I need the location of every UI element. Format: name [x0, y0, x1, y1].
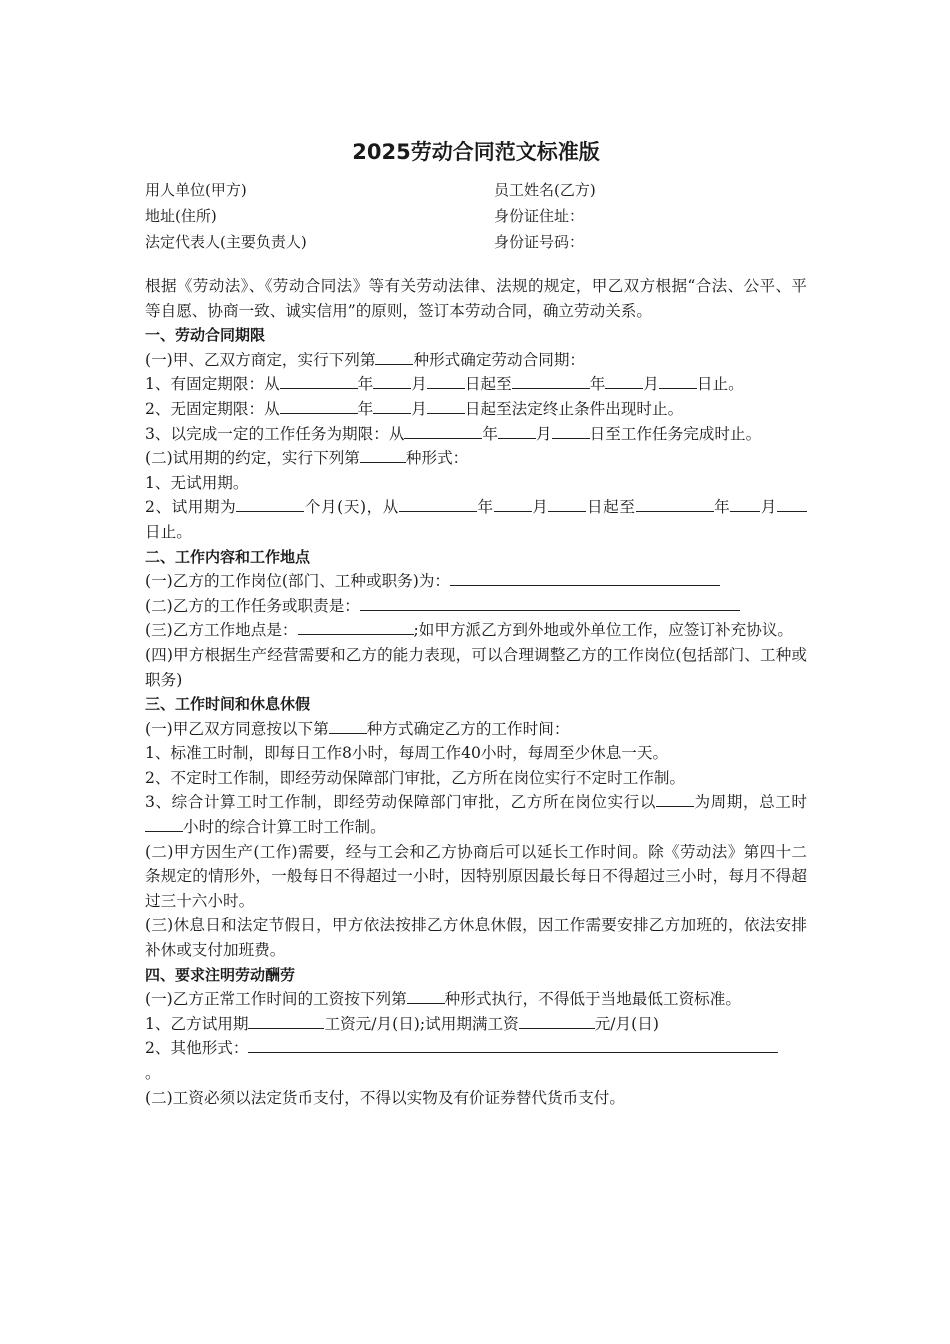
- clause: 2、试用期为 个月(天)，从 年 月 日起至 年 月日止。: [145, 495, 807, 544]
- preamble: 根据《劳动法》、《劳动合同法》等有关劳动法律、法规的规定，甲乙双方根据“合法、公平、平等自愿、协商一致、诚实信用”的原则，签订本劳动合同，确立劳动关系。: [145, 277, 807, 320]
- clause: (三)休息日和法定节假日，甲方依法按排乙方休息休假，因工作需要安排乙方加班的，依法安排补休或支付加班费。: [145, 916, 807, 960]
- section-heading: 四、要求注明劳动酬劳: [145, 965, 296, 984]
- clause: (四)甲方根据生产经营需要和乙方的能力表现，可以合理调整乙方的工作岗位(包括部门、工种或职务): [145, 645, 807, 689]
- clause: 2、无固定期限：从 年 月 日起至法定终止条件出现时止。: [145, 399, 684, 418]
- clause: 2、不定时工作制，即经劳动保障部门审批，乙方所在岗位实行不定时工作制。: [145, 768, 686, 787]
- clause: (一)乙方正常工作时间的工资按下列第 种形式执行，不得低于当地最低工资标准。: [145, 990, 741, 1009]
- clause: (二)甲方因生产(工作)需要，经与工会和乙方协商后可以延长工作时间。除《劳动法》第四十二条规定的情形外，一般每日不得超过一小时，因特别原因最长每日不得超过三小时，每月不得超过三十六小时。: [145, 842, 807, 910]
- clause: 。: [145, 1064, 161, 1082]
- id-number-label: 身份证号码：: [494, 233, 585, 251]
- party-info-row: [145, 177, 807, 203]
- clause: 3、综合计算工时工作制，即经劳动保障部门审批，乙方所在岗位实行以 为周期，总工时小时的综合计算工时工作制。: [145, 793, 807, 837]
- section-heading: 三、工作时间和休息休假: [145, 695, 311, 714]
- address-label: 地址(住所): [145, 207, 217, 225]
- clause: (二)试用期的约定，实行下列第 种形式：: [145, 449, 469, 468]
- employer-label: 用人单位(甲方): [145, 181, 247, 199]
- clause: 1、有固定期限：从 年 月 日起至 年 月 日止。: [145, 375, 744, 394]
- clause: 2、其他形式：: [145, 1036, 807, 1061]
- document-title: 2025劳动合同范文标准版: [352, 140, 600, 164]
- clause: 1、标准工时制，即每日工作8小时，每周工作40小时，每周至少休息一天。: [145, 744, 669, 763]
- clause: 1、无试用期。: [145, 473, 249, 492]
- section-heading: 二、工作内容和工作地点: [145, 547, 311, 566]
- clause: (一)甲、乙双方商定，实行下列第 种形式确定劳动合同期：: [145, 350, 586, 369]
- legal-rep-label: 法定代表人(主要负责人): [145, 233, 307, 251]
- party-info-row: [145, 229, 807, 255]
- employee-name-label: 员工姓名(乙方): [494, 181, 596, 199]
- clause: (二)乙方的工作任务或职责是：: [145, 594, 807, 619]
- clause: (一)甲乙双方同意按以下第 种方式确定乙方的工作时间：: [145, 719, 570, 738]
- clause: 1、乙方试用期 工资元/月(日);试用期满工资 元/月(日): [145, 1014, 659, 1033]
- clause: (一)乙方的工作岗位(部门、工种或职务)为：: [145, 569, 807, 594]
- section-heading: 一、劳动合同期限: [145, 326, 266, 345]
- clause: (二)工资必须以法定货币支付，不得以实物及有价证券替代货币支付。: [145, 1088, 625, 1107]
- id-address-label: 身份证住址：: [494, 207, 585, 225]
- contract-body: [145, 274, 807, 1110]
- clause: 3、以完成一定的工作任务为期限：从 年 月 日至工作任务完成时止。: [145, 424, 762, 443]
- party-info: [145, 177, 807, 255]
- party-info-row: [145, 203, 807, 229]
- clause: (三)乙方工作地点是： ;如甲方派乙方到外地或外单位工作，应签订补充协议。: [145, 621, 794, 640]
